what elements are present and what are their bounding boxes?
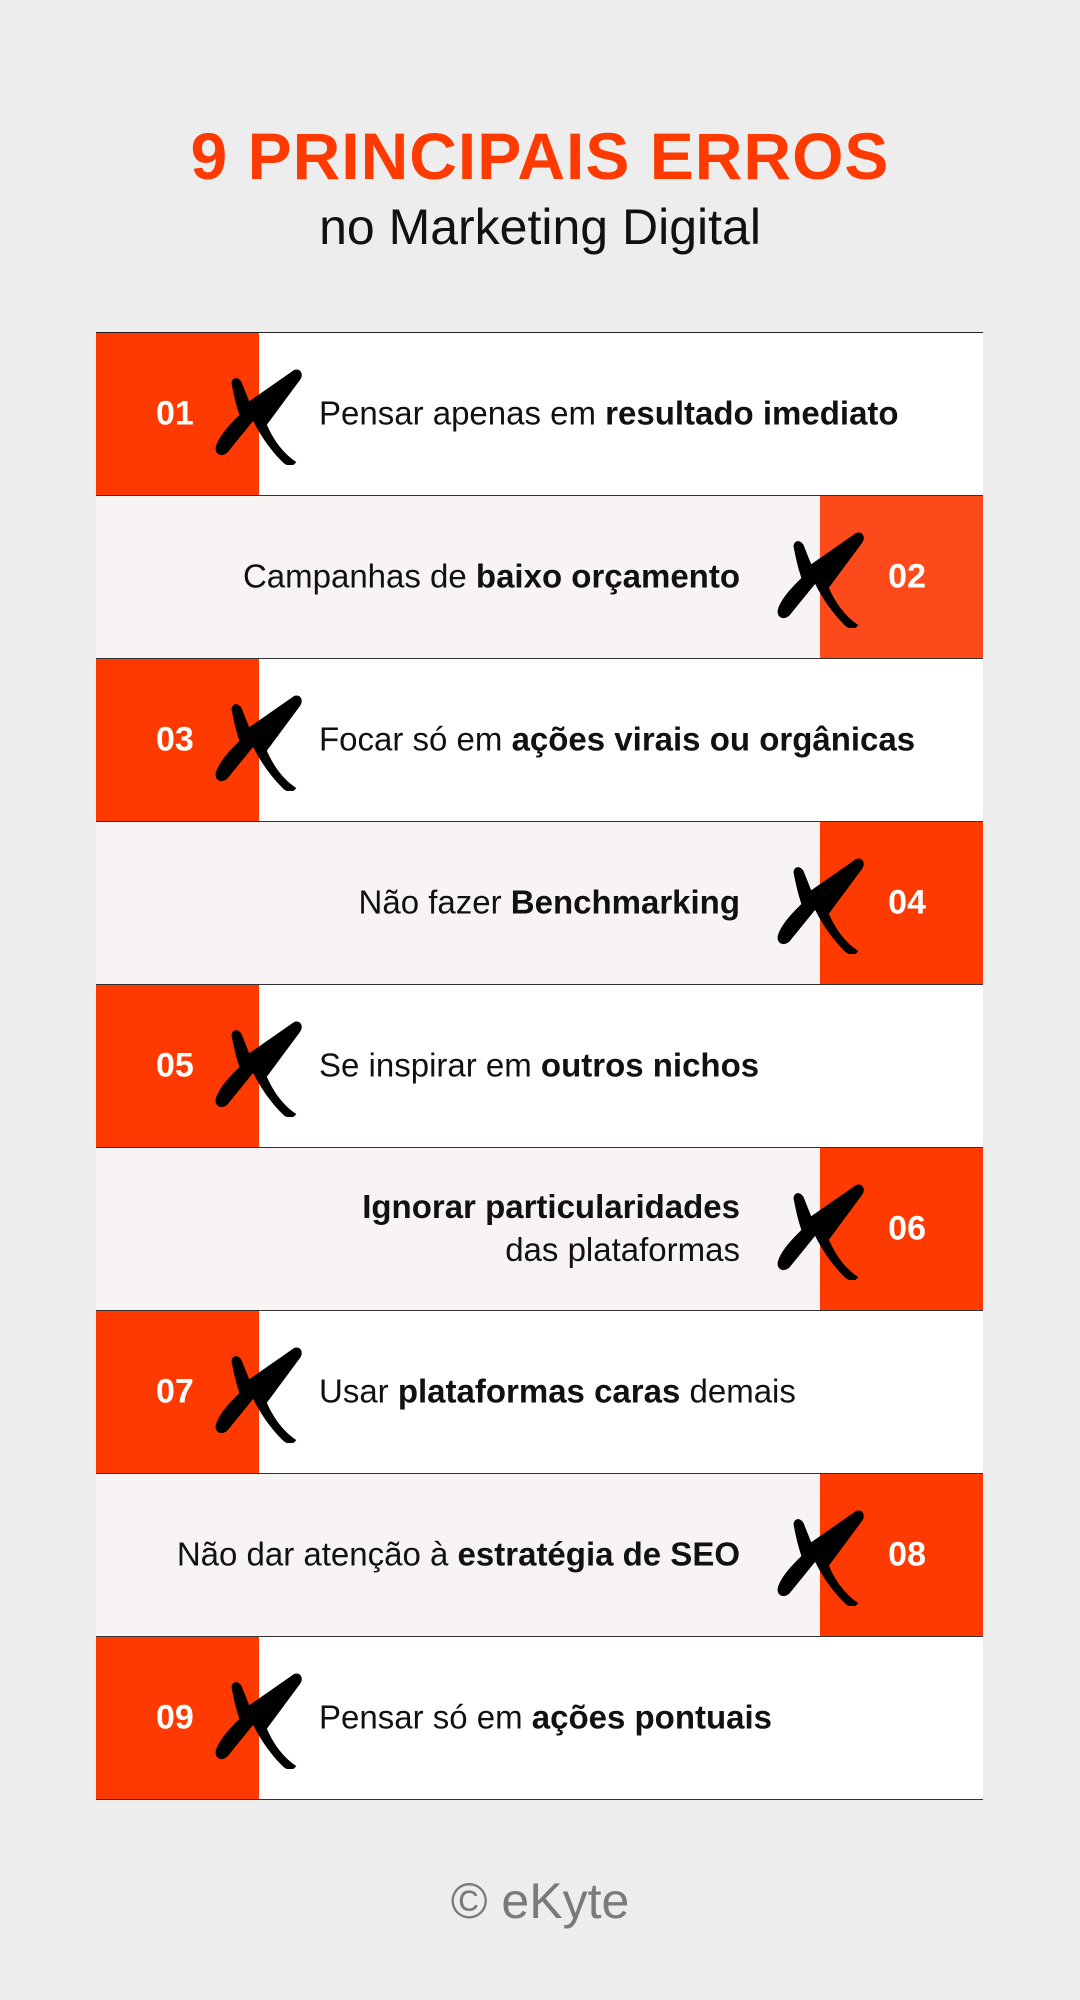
- item-text: [319, 1045, 759, 1088]
- x-mark-icon: [210, 365, 308, 465]
- item-text-post: das plataformas: [505, 1231, 740, 1268]
- item-text-bold: estratégia de SEO: [457, 1535, 740, 1573]
- item-text-bold: ações virais ou orgânicas: [511, 720, 916, 758]
- item-number: 07: [156, 1372, 194, 1411]
- item-text: [177, 1534, 740, 1577]
- item-text-pre: Campanhas de: [242, 557, 476, 595]
- x-mark-icon: [210, 1669, 308, 1769]
- item-text: [319, 393, 899, 436]
- item-number: 08: [888, 1535, 926, 1574]
- x-mark-icon: [772, 1180, 870, 1280]
- item-text-bold: plataformas caras: [397, 1372, 681, 1410]
- page-subtitle: no Marketing Digital: [319, 199, 761, 255]
- item-number: 02: [888, 557, 926, 596]
- footer-brand: © eKyte: [450, 1873, 630, 1929]
- item-number: 04: [888, 883, 926, 922]
- item-text-pre: Não fazer: [358, 883, 511, 921]
- item-text-pre: Pensar apenas em: [319, 394, 606, 432]
- item-text-bold: outros nichos: [540, 1046, 760, 1084]
- item-text-bold: ações pontuais: [531, 1698, 772, 1736]
- item-text-bold: baixo orçamento: [475, 557, 740, 595]
- item-number: 06: [888, 1209, 926, 1248]
- x-mark-icon: [210, 1017, 308, 1117]
- x-mark-icon: [772, 1506, 870, 1606]
- x-mark-icon: [772, 528, 870, 628]
- item-text-bold: resultado imediato: [605, 394, 899, 432]
- item-number: 03: [156, 720, 194, 759]
- item-text-pre: Pensar só em: [319, 1698, 532, 1736]
- list-item: [96, 822, 983, 985]
- list-item: [96, 1637, 983, 1800]
- list-item: [96, 1474, 983, 1637]
- list-item: [96, 333, 983, 496]
- item-text: [362, 1186, 740, 1272]
- item-text-pre: Se inspirar em: [319, 1046, 541, 1084]
- item-text-bold: Benchmarking: [510, 883, 740, 921]
- item-text-pre: Não dar atenção à: [176, 1535, 458, 1573]
- list-item: [96, 496, 983, 659]
- item-number: 01: [156, 394, 194, 433]
- x-mark-icon: [772, 854, 870, 954]
- item-text: [319, 1697, 772, 1740]
- item-text: [243, 556, 740, 599]
- item-text-bold: Ignorar particularidades: [362, 1188, 740, 1226]
- list-item: [96, 985, 983, 1148]
- item-text-pre: Usar: [319, 1372, 398, 1410]
- item-text-post: demais: [680, 1372, 796, 1410]
- x-mark-icon: [210, 1343, 308, 1443]
- item-number: 09: [156, 1698, 194, 1737]
- x-mark-icon: [210, 691, 308, 791]
- page-title: 9 PRINCIPAIS ERROS: [190, 119, 890, 193]
- list-item: [96, 1148, 983, 1311]
- item-number: 05: [156, 1046, 194, 1085]
- item-text: [319, 1371, 796, 1414]
- item-text-pre: Focar só em: [319, 720, 512, 758]
- list-item: [96, 1311, 983, 1474]
- item-text: [359, 882, 740, 925]
- list-item: [96, 659, 983, 822]
- item-text: [319, 719, 915, 762]
- errors-list: [96, 332, 983, 1800]
